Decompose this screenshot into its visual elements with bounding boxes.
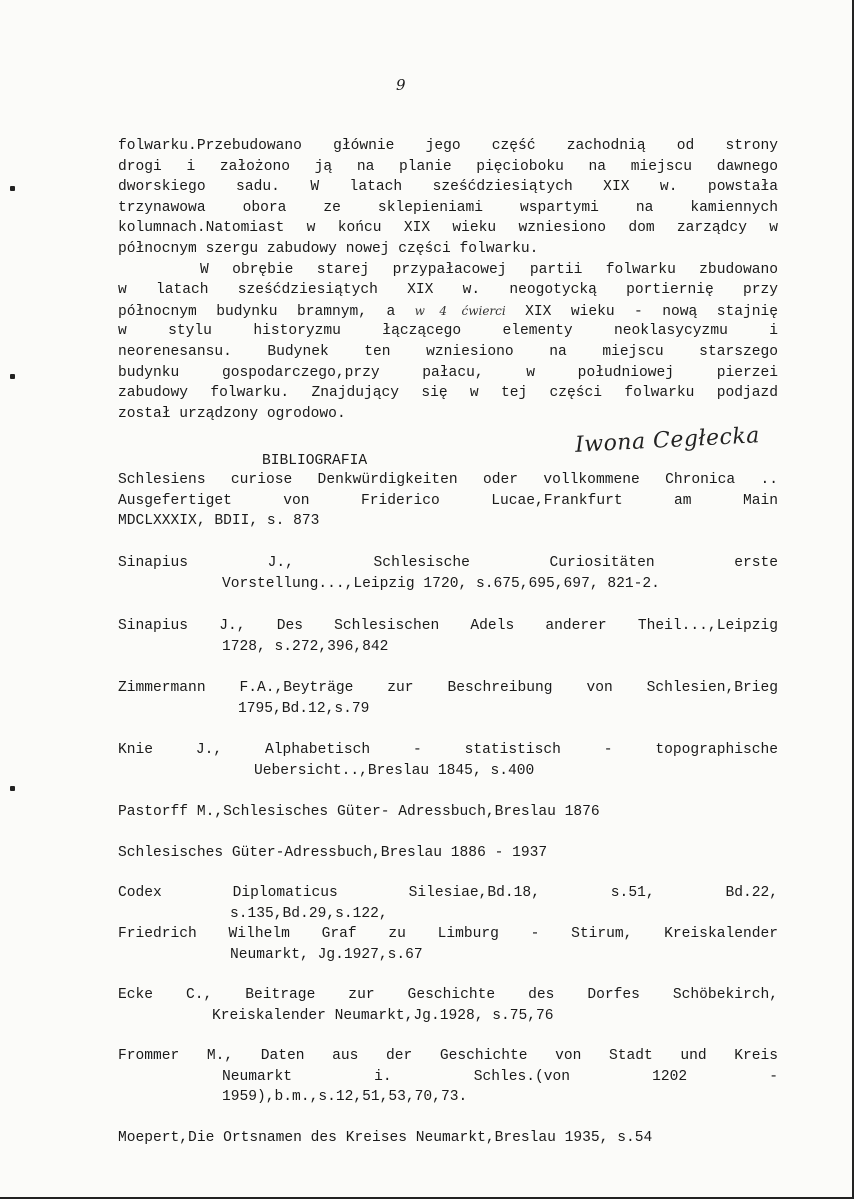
text-line — [118, 301, 778, 322]
binder-hole-mark — [10, 374, 15, 379]
handwritten-insertion: w 4 ćwierci — [414, 303, 506, 318]
bib-entry — [118, 1128, 778, 1149]
bib-line: Neumarkt i. Schles.(von 1202 - — [222, 1068, 778, 1085]
bib-line: Zimmermann F.A.,Beyträge zur Beschreibung von Schlesien,Brieg — [118, 680, 778, 696]
bib-line: s.135,Bd.29,s.122, — [230, 905, 388, 922]
bib-entry — [118, 553, 778, 594]
bib-line: Neumarkt, Jg.1927,s.67 — [230, 946, 423, 963]
bib-entry — [118, 843, 778, 864]
text-line: północnym szergu zabudowy nowej części folwarku. — [118, 240, 539, 257]
bib-entry — [118, 616, 778, 657]
bib-line: Codex Diplomaticus Silesiae,Bd.18, s.51, Bd.22, — [118, 885, 778, 901]
text-fragment: północnym budynku bramnym, a — [118, 303, 396, 320]
bib-line: Vorstellung...,Leipzig 1720, s.675,695,697, 821-2. — [222, 575, 660, 592]
text-fragment: XIX wieku - nową stajnię — [525, 303, 778, 320]
bib-entry — [118, 740, 778, 781]
bib-line: Friedrich Wilhelm Graf zu Limburg - Stirum, Kreiskalender — [118, 926, 778, 942]
bib-entry — [118, 1046, 778, 1108]
text-line: drogi i założono ją na planie pięcioboku na miejscu dawnego — [118, 158, 778, 175]
bib-line: Ausgefertiget von Friderico Lucae,Frankfurt am Main — [118, 492, 778, 509]
text-line: budynku gospodarczego,przy pałacu, w południowej pierzei — [118, 364, 778, 381]
bib-line: Sinapius J., Schlesische Curiositäten erste — [118, 555, 778, 571]
bib-entry — [118, 985, 778, 1026]
page-number: 9 — [396, 76, 406, 94]
binder-hole-mark — [10, 786, 15, 791]
bib-entry — [118, 470, 778, 532]
text-line: w stylu historyzmu łączącego elementy neoklasycyzmu i — [118, 323, 778, 340]
text-line: trzynawowa obora ze sklepieniami wspartymi na kamiennych — [118, 199, 778, 216]
binder-hole-mark — [10, 186, 15, 191]
text-line: został urządzony ogrodowo. — [118, 405, 346, 422]
bib-entry — [118, 678, 778, 719]
bib-line: Schlesisches Güter-Adressbuch,Breslau 1886 - 1937 — [118, 845, 548, 861]
bib-line: Pastorff M.,Schlesisches Güter- Adressbuch,Breslau 1876 — [118, 804, 600, 820]
text-line: W obrębie starej przypałacowej partii folwarku zbudowano — [200, 261, 778, 278]
bib-line: 1959),b.m.,s.12,51,53,70,73. — [222, 1089, 468, 1106]
bib-line: Moepert,Die Ortsnamen des Kreises Neumarkt,Breslau 1935, s.54 — [118, 1130, 653, 1146]
text-line: neorenesansu. Budynek ten wzniesiono na miejscu starszego — [118, 343, 778, 360]
text-line: dworskiego sadu. W latach sześćdziesiątych XIX w. powstała — [118, 179, 778, 196]
text-line: kolumnach.Natomiast w końcu XIX wieku wzniesiono dom zarządcy w — [118, 220, 778, 237]
bib-line: MDCLXXXIX, BDII, s. 873 — [118, 513, 320, 530]
bib-entry — [118, 802, 778, 823]
text-line: w latach sześćdziesiątych XIX w. neogotycką portiernię przy — [118, 282, 778, 299]
bib-line: 1728, s.272,396,842 — [222, 638, 389, 655]
bib-line: Kreiskalender Neumarkt,Jg.1928, s.75,76 — [212, 1007, 554, 1024]
bib-entry — [118, 883, 778, 924]
main-text — [118, 136, 778, 424]
bib-line: 1795,Bd.12,s.79 — [238, 700, 370, 717]
text-line: folwarku.Przebudowano głównie jego część zachodnią od strony — [118, 138, 778, 154]
bib-line: Sinapius J., Des Schlesischen Adels anderer Theil...,Leipzig — [118, 618, 778, 634]
bib-line: Ecke C., Beitrage zur Geschichte des Dorfes Schöbekirch, — [118, 987, 778, 1003]
bib-line: Uebersicht..,Breslau 1845, s.400 — [254, 762, 535, 779]
bib-line: Frommer M., Daten aus der Geschichte von Stadt und Kreis — [118, 1048, 778, 1064]
handwritten-signature: Iwona Cegłecka — [574, 423, 761, 458]
bibliography-heading: BIBLIOGRAFIA — [262, 453, 368, 469]
bib-line: Schlesiens curiose Denkwürdigkeiten oder vollkommene Chronica .. — [118, 472, 778, 488]
bib-line: Knie J., Alphabetisch - statistisch - topographische — [118, 742, 778, 758]
bib-entry — [118, 924, 778, 965]
text-line: zabudowy folwarku. Znajdujący się w tej części folwarku podjazd — [118, 385, 778, 402]
